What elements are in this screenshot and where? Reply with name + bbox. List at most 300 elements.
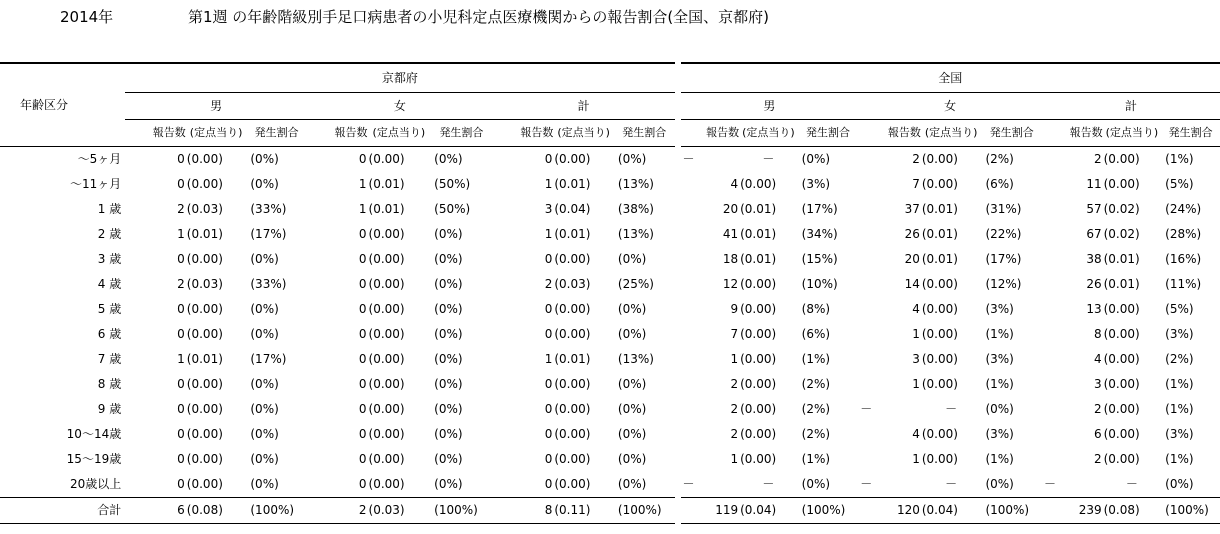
rate-value: (0%)	[617, 452, 647, 466]
report-count: 3	[544, 202, 553, 216]
report-count: 0	[177, 377, 185, 391]
per-site-value: (0.01)	[186, 227, 223, 241]
report-count: 2	[1093, 452, 1102, 466]
rate-value: (24%)	[1165, 202, 1202, 216]
subheader-row	[0, 120, 1220, 147]
per-site-value: (0.01)	[921, 227, 958, 241]
rate-value: (0%)	[434, 227, 463, 241]
per-site-value: (0.00)	[554, 327, 591, 341]
per-site-value: (0.02)	[1103, 227, 1140, 241]
per-site-value: －	[1125, 477, 1138, 491]
rate-value: (11%)	[1165, 277, 1202, 291]
rate-value: (2%)	[1165, 352, 1194, 366]
report-count: 0	[177, 402, 185, 416]
per-site-value: (0.03)	[554, 277, 591, 291]
rate-value: (2%)	[801, 402, 831, 416]
age-label: 6 歳	[97, 327, 122, 341]
per-site-value: (0.00)	[368, 227, 405, 241]
per-site-value: (0.00)	[554, 152, 591, 166]
report-count: 0	[177, 327, 185, 341]
report-count: 11	[1086, 177, 1102, 191]
report-count: 0	[544, 327, 553, 341]
age-label: 20歳以上	[69, 477, 122, 491]
age-label: 合計	[0, 498, 125, 524]
age-label: 5 歳	[97, 302, 122, 316]
report-count: 7	[912, 177, 920, 191]
report-count: 2	[177, 202, 185, 216]
rate-value: (17%)	[250, 352, 287, 366]
report-count: 4	[730, 177, 739, 191]
report-count: 0	[358, 227, 367, 241]
report-count: 1	[544, 227, 553, 241]
rate-value: (0%)	[801, 152, 831, 166]
rate-value: (0%)	[250, 452, 279, 466]
report-count: 0	[358, 252, 367, 266]
report-count: 67	[1086, 227, 1102, 241]
rate-header-kyoto-total: 発生割合	[614, 120, 675, 147]
per-site-value: (0.00)	[554, 477, 591, 491]
per-site-value: (0.00)	[368, 327, 405, 341]
report-count: 38	[1086, 252, 1102, 266]
report-count: 0	[544, 252, 553, 266]
table-row	[0, 472, 1220, 498]
per-site-value: －	[945, 402, 958, 416]
sex-header-kyoto-female: 女	[307, 93, 493, 120]
rate-value: (0%)	[250, 152, 279, 166]
per-site-value: (0.01)	[554, 227, 591, 241]
table-row	[0, 222, 1220, 247]
report-count: 0	[177, 177, 185, 191]
report-count: 2	[544, 277, 553, 291]
per-site-value: (0.01)	[921, 202, 958, 216]
rate-value: (0%)	[434, 152, 463, 166]
table-row	[0, 397, 1220, 422]
report-count: 0	[358, 427, 367, 441]
rate-value: (0%)	[434, 352, 463, 366]
per-site-value: (0.00)	[368, 477, 405, 491]
rate-value: (100%)	[981, 498, 1042, 524]
report-count: 120	[858, 498, 921, 524]
per-site-value: (0.03)	[186, 277, 223, 291]
rate-value: (0%)	[250, 402, 279, 416]
rate-value: (0%)	[434, 377, 463, 391]
report-count: 26	[1086, 277, 1102, 291]
per-site-value: (0.00)	[368, 427, 405, 441]
rate-value: (17%)	[801, 202, 838, 216]
per-site-value: (0.01)	[554, 177, 591, 191]
report-count: 12	[722, 277, 739, 291]
report-count: 0	[544, 402, 553, 416]
per-site-value: (0.00)	[368, 452, 405, 466]
per-site-value: (0.01)	[740, 252, 777, 266]
per-site-value: (0.01)	[740, 202, 777, 216]
rate-value: (1%)	[1165, 452, 1194, 466]
per-site-value: (0.00)	[921, 452, 958, 466]
report-count: 0	[358, 402, 367, 416]
rate-value: (6%)	[801, 327, 831, 341]
rate-value: (0%)	[434, 402, 463, 416]
per-site-value: (0.00)	[554, 452, 591, 466]
rate-header-kyoto-male: 発生割合	[246, 120, 307, 147]
report-count: 37	[904, 202, 920, 216]
report-count: 0	[177, 252, 185, 266]
rate-header-kyoto-female: 発生割合	[430, 120, 493, 147]
report-count: 1	[544, 177, 553, 191]
per-site-value: (0.00)	[1103, 152, 1140, 166]
report-title: 第1週 の年齢階級別手足口病患者の小児科定点医療機関からの報告割合(全国、京都府)	[188, 8, 770, 26]
report-count: 2	[912, 152, 920, 166]
total-row	[0, 498, 1220, 524]
report-count: 57	[1086, 202, 1102, 216]
per-site-value: (0.00)	[1103, 377, 1140, 391]
per-site-value: (0.00)	[368, 252, 405, 266]
report-count: 0	[544, 427, 553, 441]
report-count: 0	[544, 152, 553, 166]
rate-value: (1%)	[1165, 152, 1194, 166]
per-site-value: (0.00)	[740, 452, 777, 466]
report-count-header-national-female: 報告数	[858, 120, 921, 147]
rate-value: (8%)	[801, 302, 831, 316]
per-site-value: －	[945, 477, 958, 491]
table-row	[0, 422, 1220, 447]
region-header-kyoto: 京都府	[125, 63, 674, 93]
report-count: 1	[544, 352, 553, 366]
rate-value: (100%)	[430, 498, 493, 524]
rate-value: (1%)	[801, 352, 831, 366]
table-row	[0, 322, 1220, 347]
per-site-value: (0.00)	[186, 452, 223, 466]
rate-value: (5%)	[1165, 177, 1194, 191]
rate-header-national-female: 発生割合	[981, 120, 1042, 147]
rate-value: (31%)	[985, 202, 1022, 216]
per-site-value: (0.00)	[1103, 302, 1140, 316]
per-site-value: (0.00)	[186, 477, 223, 491]
report-count: 41	[722, 227, 739, 241]
report-count: 0	[177, 152, 185, 166]
table-row	[0, 147, 1220, 173]
per-site-value: －	[762, 152, 775, 166]
report-count: 2	[1093, 402, 1102, 416]
per-site-value: (0.04)	[739, 498, 798, 524]
rate-value: (3%)	[801, 177, 831, 191]
rate-value: (1%)	[801, 452, 831, 466]
report-count: 0	[358, 452, 367, 466]
age-label: 〜11ヶ月	[69, 177, 122, 191]
age-label: 10〜14歳	[66, 427, 122, 441]
report-count: 8	[1093, 327, 1102, 341]
report-count: －	[860, 402, 873, 416]
age-label: 15〜19歳	[66, 452, 122, 466]
per-site-value: (0.00)	[554, 302, 591, 316]
rate-value: (5%)	[1165, 302, 1194, 316]
per-site-value: (0.00)	[368, 302, 405, 316]
per-site-value: (0.00)	[740, 402, 777, 416]
per-site-value: (0.00)	[921, 427, 958, 441]
per-site-value: (0.00)	[921, 277, 958, 291]
rate-value: (0%)	[617, 427, 647, 441]
age-column-header: 年齢区分	[0, 63, 125, 147]
rate-value: (0%)	[617, 327, 647, 341]
rate-value: (34%)	[801, 227, 838, 241]
age-label: 〜5ヶ月	[77, 152, 122, 166]
rate-value: (100%)	[1161, 498, 1220, 524]
per-site-value: (0.00)	[1103, 352, 1140, 366]
report-count: 2	[307, 498, 368, 524]
per-site-value: (0.03)	[368, 498, 431, 524]
report-count: 0	[358, 277, 367, 291]
rate-value: (100%)	[798, 498, 859, 524]
rate-value: (0%)	[250, 252, 279, 266]
sex-header-national-total: 計	[1042, 93, 1220, 120]
age-label: 1 歳	[97, 202, 122, 216]
rate-value: (100%)	[246, 498, 307, 524]
report-count: 119	[681, 498, 740, 524]
per-site-value: (0.00)	[1103, 327, 1140, 341]
per-site-value: (0.00)	[554, 252, 591, 266]
table-row	[0, 447, 1220, 472]
rate-value: (33%)	[250, 202, 287, 216]
report-count: 1	[358, 177, 367, 191]
rate-value: (0%)	[617, 402, 647, 416]
per-site-value: (0.00)	[921, 152, 958, 166]
rate-value: (3%)	[985, 427, 1014, 441]
rate-value: (0%)	[434, 427, 463, 441]
report-count: 6	[1093, 427, 1102, 441]
per-site-value: (0.00)	[740, 427, 777, 441]
per-site-value: (0.00)	[186, 402, 223, 416]
report-year: 2014年	[60, 8, 114, 26]
rate-value: (0%)	[617, 377, 647, 391]
per-site-value: (0.00)	[1103, 402, 1140, 416]
per-site-value: (0.01)	[368, 202, 405, 216]
per-site-header-national-total: (定点当り)	[1103, 120, 1162, 147]
report-count-header-national-male: 報告数	[681, 120, 740, 147]
report-count-header-kyoto-female: 報告数	[307, 120, 368, 147]
report-count: 2	[730, 427, 739, 441]
per-site-value: (0.01)	[186, 352, 223, 366]
report-count: 1	[358, 202, 367, 216]
report-count: 3	[1093, 377, 1102, 391]
rate-value: (1%)	[1165, 402, 1194, 416]
table-row	[0, 372, 1220, 397]
per-site-value: (0.00)	[186, 377, 223, 391]
report-count: 8	[493, 498, 554, 524]
per-site-header-national-male: (定点当り)	[739, 120, 798, 147]
report-count: 4	[912, 427, 920, 441]
age-label: 2 歳	[97, 227, 122, 241]
per-site-value: (0.04)	[921, 498, 982, 524]
per-site-value: (0.01)	[554, 352, 591, 366]
per-site-value: (0.11)	[553, 498, 614, 524]
report-count: 1	[730, 352, 739, 366]
rate-value: (0%)	[1165, 477, 1194, 491]
report-count: 1	[912, 377, 920, 391]
rate-value: (50%)	[434, 202, 471, 216]
report-count: 7	[730, 327, 739, 341]
per-site-value: (0.02)	[1103, 202, 1140, 216]
report-count: 0	[358, 352, 367, 366]
per-site-value: (0.00)	[186, 177, 223, 191]
rate-value: (0%)	[434, 302, 463, 316]
report-count: 0	[544, 452, 553, 466]
report-count: －	[1044, 477, 1057, 491]
rate-value: (33%)	[250, 277, 287, 291]
per-site-value: (0.00)	[740, 277, 777, 291]
per-site-value: (0.00)	[554, 402, 591, 416]
per-site-value: (0.01)	[1103, 277, 1140, 291]
per-site-value: (0.03)	[186, 202, 223, 216]
report-count: 0	[177, 427, 185, 441]
rate-value: (0%)	[434, 252, 463, 266]
sex-header-row	[0, 93, 1220, 120]
report-count: 0	[358, 377, 367, 391]
report-count: －	[682, 152, 695, 166]
rate-value: (1%)	[985, 377, 1014, 391]
report-count: 2	[730, 402, 739, 416]
per-site-value: (0.00)	[368, 352, 405, 366]
rate-value: (0%)	[801, 477, 831, 491]
region-header-row	[0, 63, 1220, 93]
age-label: 9 歳	[97, 402, 122, 416]
per-site-value: (0.01)	[740, 227, 777, 241]
per-site-value: (0.08)	[1103, 498, 1162, 524]
per-site-value: (0.00)	[921, 302, 958, 316]
rate-value: (0%)	[250, 377, 279, 391]
report-count: 2	[177, 277, 185, 291]
rate-value: (100%)	[614, 498, 675, 524]
rate-value: (1%)	[985, 327, 1014, 341]
per-site-value: (0.00)	[1103, 177, 1140, 191]
age-label: 8 歳	[97, 377, 122, 391]
rate-value: (50%)	[434, 177, 471, 191]
per-site-value: (0.00)	[921, 352, 958, 366]
rate-value: (0%)	[434, 327, 463, 341]
per-site-value: (0.00)	[368, 277, 405, 291]
rate-value: (38%)	[617, 202, 654, 216]
per-site-header-kyoto-female: (定点当り)	[368, 120, 431, 147]
report-count: 0	[177, 302, 185, 316]
per-site-value: (0.00)	[554, 427, 591, 441]
report-count: 0	[358, 477, 367, 491]
rate-value: (0%)	[250, 327, 279, 341]
rate-value: (0%)	[250, 427, 279, 441]
per-site-value: (0.00)	[921, 327, 958, 341]
per-site-value: (0.00)	[740, 302, 777, 316]
rate-value: (0%)	[434, 477, 463, 491]
report-count: 0	[544, 477, 553, 491]
rate-value: (1%)	[1165, 377, 1194, 391]
table-row	[0, 247, 1220, 272]
rate-value: (16%)	[1165, 252, 1202, 266]
report-count: 0	[358, 152, 367, 166]
report-count: 0	[544, 377, 553, 391]
report-count: 0	[544, 302, 553, 316]
rate-value: (15%)	[801, 252, 838, 266]
rate-value: (3%)	[985, 302, 1014, 316]
rate-value: (6%)	[985, 177, 1014, 191]
report-count-header-kyoto-total: 報告数	[493, 120, 554, 147]
report-count: 9	[730, 302, 739, 316]
report-count: 2	[730, 377, 739, 391]
report-count: 4	[1093, 352, 1102, 366]
per-site-value: (0.00)	[186, 427, 223, 441]
report-count-header-kyoto-male: 報告数	[125, 120, 186, 147]
per-site-value: (0.00)	[740, 327, 777, 341]
per-site-value: (0.00)	[921, 177, 958, 191]
report-count: 1	[730, 452, 739, 466]
age-label: 3 歳	[97, 252, 122, 266]
rate-value: (0%)	[985, 477, 1014, 491]
age-label: 7 歳	[97, 352, 122, 366]
per-site-value: (0.01)	[368, 177, 405, 191]
rate-value: (10%)	[801, 277, 838, 291]
rate-value: (28%)	[1165, 227, 1202, 241]
report-count: 0	[177, 452, 185, 466]
rate-value: (0%)	[434, 277, 463, 291]
rate-value: (25%)	[617, 277, 654, 291]
table-row	[0, 272, 1220, 297]
rate-value: (3%)	[1165, 427, 1194, 441]
sex-header-kyoto-male: 男	[125, 93, 307, 120]
per-site-value: (0.08)	[186, 498, 247, 524]
report-count: 6	[125, 498, 186, 524]
per-site-value: (0.01)	[921, 252, 958, 266]
report-count: 20	[904, 252, 920, 266]
report-count: 1	[912, 327, 920, 341]
sex-header-kyoto-total: 計	[493, 93, 675, 120]
rate-value: (13%)	[617, 352, 654, 366]
report-count: 20	[722, 202, 739, 216]
report-count: 0	[358, 327, 367, 341]
per-site-value: (0.00)	[186, 152, 223, 166]
report-count: 4	[912, 302, 920, 316]
per-site-value: (0.00)	[740, 352, 777, 366]
rate-value: (2%)	[801, 377, 831, 391]
rate-value: (3%)	[985, 352, 1014, 366]
report-count: 1	[177, 227, 185, 241]
age-distribution-table	[0, 62, 1220, 524]
rate-header-national-male: 発生割合	[798, 120, 859, 147]
region-header-national: 全国	[681, 63, 1220, 93]
report-count: 3	[912, 352, 920, 366]
rate-value: (2%)	[985, 152, 1014, 166]
per-site-header-national-female: (定点当り)	[921, 120, 982, 147]
report-count: 14	[904, 277, 920, 291]
rate-value: (17%)	[250, 227, 287, 241]
per-site-header-kyoto-total: (定点当り)	[553, 120, 614, 147]
rate-value: (0%)	[617, 152, 647, 166]
per-site-value: (0.00)	[740, 377, 777, 391]
rate-header-national-total: 発生割合	[1161, 120, 1220, 147]
rate-value: (13%)	[617, 177, 654, 191]
per-site-value: (0.00)	[1103, 452, 1140, 466]
per-site-header-kyoto-male: (定点当り)	[186, 120, 247, 147]
per-site-value: (0.00)	[186, 302, 223, 316]
per-site-value: (0.00)	[554, 377, 591, 391]
age-label: 4 歳	[97, 277, 122, 291]
rate-value: (0%)	[617, 477, 647, 491]
per-site-value: (0.00)	[186, 327, 223, 341]
rate-value: (0%)	[250, 477, 279, 491]
report-count: 0	[358, 302, 367, 316]
per-site-value: (0.00)	[921, 377, 958, 391]
report-count: 26	[904, 227, 920, 241]
per-site-value: (0.04)	[554, 202, 591, 216]
report-count: 13	[1086, 302, 1102, 316]
per-site-value: (0.00)	[1103, 427, 1140, 441]
per-site-value: (0.00)	[368, 402, 405, 416]
table-row	[0, 347, 1220, 372]
